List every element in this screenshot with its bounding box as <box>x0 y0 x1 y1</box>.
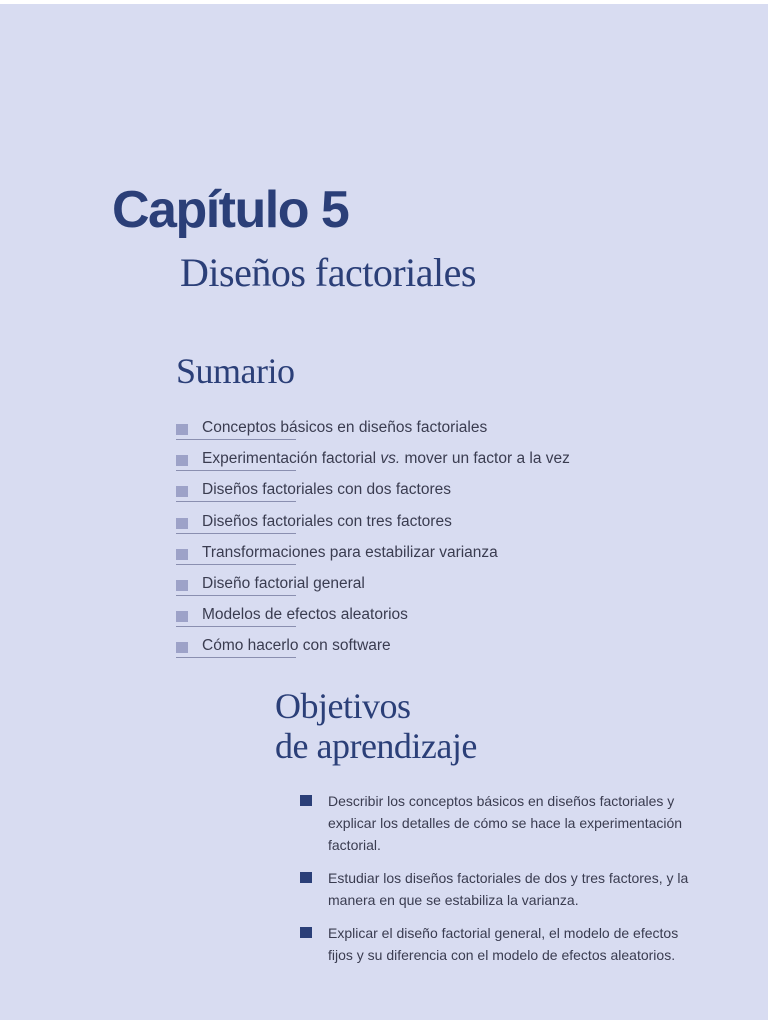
chapter-subtitle: Diseños factoriales <box>180 250 476 295</box>
sumario-item-label: Diseño factorial general <box>202 574 365 592</box>
underline-rule <box>176 533 296 534</box>
sumario-item-label: Diseños factoriales con tres factores <box>202 512 452 530</box>
objetivo-text <box>328 922 700 966</box>
underline-rule <box>176 501 296 502</box>
square-bullet-icon <box>176 642 188 653</box>
square-bullet-icon <box>300 795 312 806</box>
page <box>0 4 768 1020</box>
label-part: mover un factor a la vez <box>400 450 570 468</box>
square-bullet-icon <box>176 549 188 560</box>
underline-rule <box>176 470 296 471</box>
square-bullet-icon <box>176 611 188 622</box>
sumario-item-label: Conceptos básicos en diseños factoriales <box>202 419 488 436</box>
objetivo-line: Describir los conceptos básicos en diseños factoriales y <box>328 793 675 809</box>
label-italic: vs. <box>380 450 401 468</box>
objetivos-heading-line: de aprendizaje <box>275 726 477 766</box>
sumario-item-label: Diseños factoriales con dos factores <box>202 481 451 499</box>
square-bullet-icon <box>176 455 188 466</box>
objetivo-line: explicar los detalles de cómo se hace la experimentación <box>328 815 683 831</box>
label-part: Experimentación factorial <box>202 450 381 468</box>
sumario-item-label: Transformaciones para estabilizar varianza <box>202 543 498 561</box>
square-bullet-icon <box>176 486 188 497</box>
objetivo-item <box>300 922 700 966</box>
chapter-title: Capítulo 5 <box>112 181 349 239</box>
square-bullet-icon <box>300 872 312 883</box>
square-bullet-icon <box>176 424 188 435</box>
objetivo-text <box>328 790 700 856</box>
sumario-item-label <box>202 449 570 469</box>
objetivo-line: Explicar el diseño factorial general, el modelo de efectos <box>328 925 679 941</box>
square-bullet-icon <box>300 927 312 938</box>
objetivo-item <box>300 867 700 911</box>
underline-rule <box>176 657 296 658</box>
objetivo-line: Estudiar los diseños factoriales de dos y tres factores, y la <box>328 870 689 886</box>
underline-rule <box>176 626 296 627</box>
square-bullet-icon <box>176 580 188 591</box>
sumario-heading: Sumario <box>176 351 295 391</box>
square-bullet-icon <box>176 518 188 529</box>
sumario-item-label: Cómo hacerlo con software <box>202 637 391 655</box>
sumario-item-label: Modelos de efectos aleatorios <box>202 606 408 624</box>
objetivo-item <box>300 790 700 856</box>
objetivos-heading-line: Objetivos <box>275 686 411 726</box>
objetivo-line: fijos y su diferencia con el modelo de efectos aleatorios. <box>328 947 676 963</box>
objetivos-list <box>300 790 700 977</box>
objetivo-text <box>328 867 700 911</box>
objetivo-line: factorial. <box>328 837 381 853</box>
objetivo-line: manera en que se estabiliza la varianza. <box>328 892 579 908</box>
underline-rule <box>176 439 296 440</box>
underline-rule <box>176 564 296 565</box>
underline-rule <box>176 595 296 596</box>
objetivos-heading <box>275 686 477 766</box>
